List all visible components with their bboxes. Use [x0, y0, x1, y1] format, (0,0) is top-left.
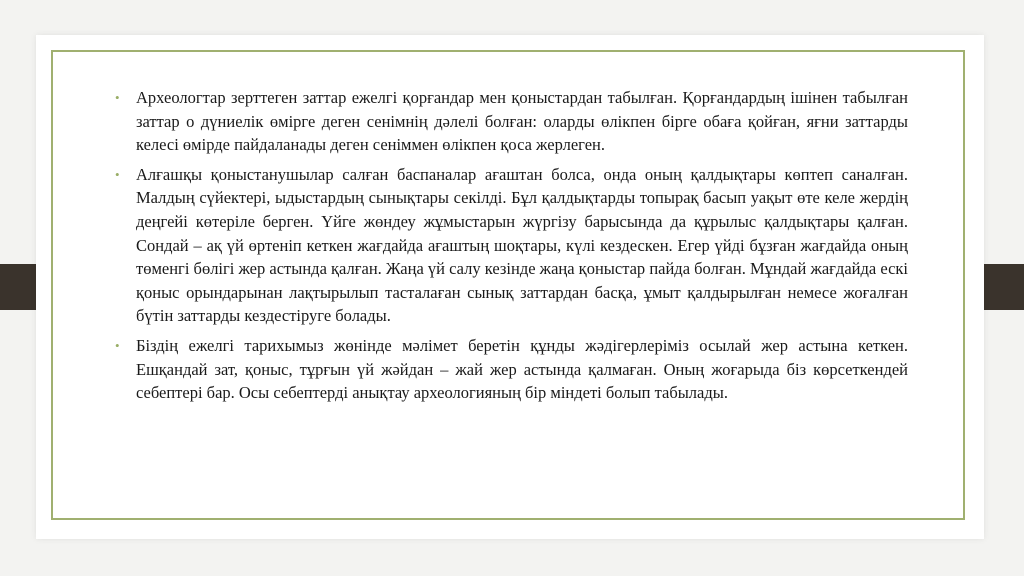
bullet-dot-icon: •: [115, 166, 120, 182]
bullet-paragraph-3: [112, 334, 908, 405]
bullet-dot-icon: •: [115, 90, 120, 105]
paragraph-text: Археологтар зерттеген заттар ежелгі қорғандар мен қоныстардан табылған. Қорғандардың ішінен табылған заттар о дүниелік өмірге деген сенімнің дәлелі болған: оларды өлікпен бірге обаға қойған, яғни заттарды келесі өмірде пайдаланады деген сеніммен өлікпен қоса жерлеген.: [136, 88, 908, 155]
paragraph-text: Алғашқы қоныстанушылар салған баспаналар ағаштан болса, онда оның қалдықтары көптеп саналған. Малдың сүйектері, ыдыстардың сынықтары секілді. Бұл қалдықтарды топырақ басып уақыт өте келе жердің деңгейі көтеріле берген. Үйге жөндеу жұмыстарын жүргізу барысында да құрылыс қалдықтары қалған. Сондай – ақ үй өртеніп кеткен жағдайда ағаштың шоқтары, күлі кездескен. Егер үйді бұзған жағдайда оның төменгі бөлігі жер астында қалған. Жаңа үй салу кезінде жаңа қоныстар пайда болған. Мұндай жағдайда ескі қоныс орындарынан лақтырылып тасталаған сынық заттардан басқа, ұмыт қалдырылған немесе жоғалған бүтін заттарды кездестіруге болады.: [136, 164, 908, 326]
paragraph-text: Біздің ежелгі тарихымыз жөнінде мәлімет беретін құнды жәдігерлеріміз осылай жер астына кеткен. Ешқандай зат, қоныс, тұрғын үй жәйдан – жай жер астында қалмаған. Оның жоғарыда біз көрсеткендей себептері бар. Осы себептерді анықтау археологияның бір міндеті болып табылады.: [136, 335, 908, 403]
slide-content: [112, 86, 908, 411]
bullet-paragraph-1: [112, 86, 908, 157]
bullet-paragraph-2: [112, 163, 908, 328]
bullet-dot-icon: •: [115, 337, 120, 353]
